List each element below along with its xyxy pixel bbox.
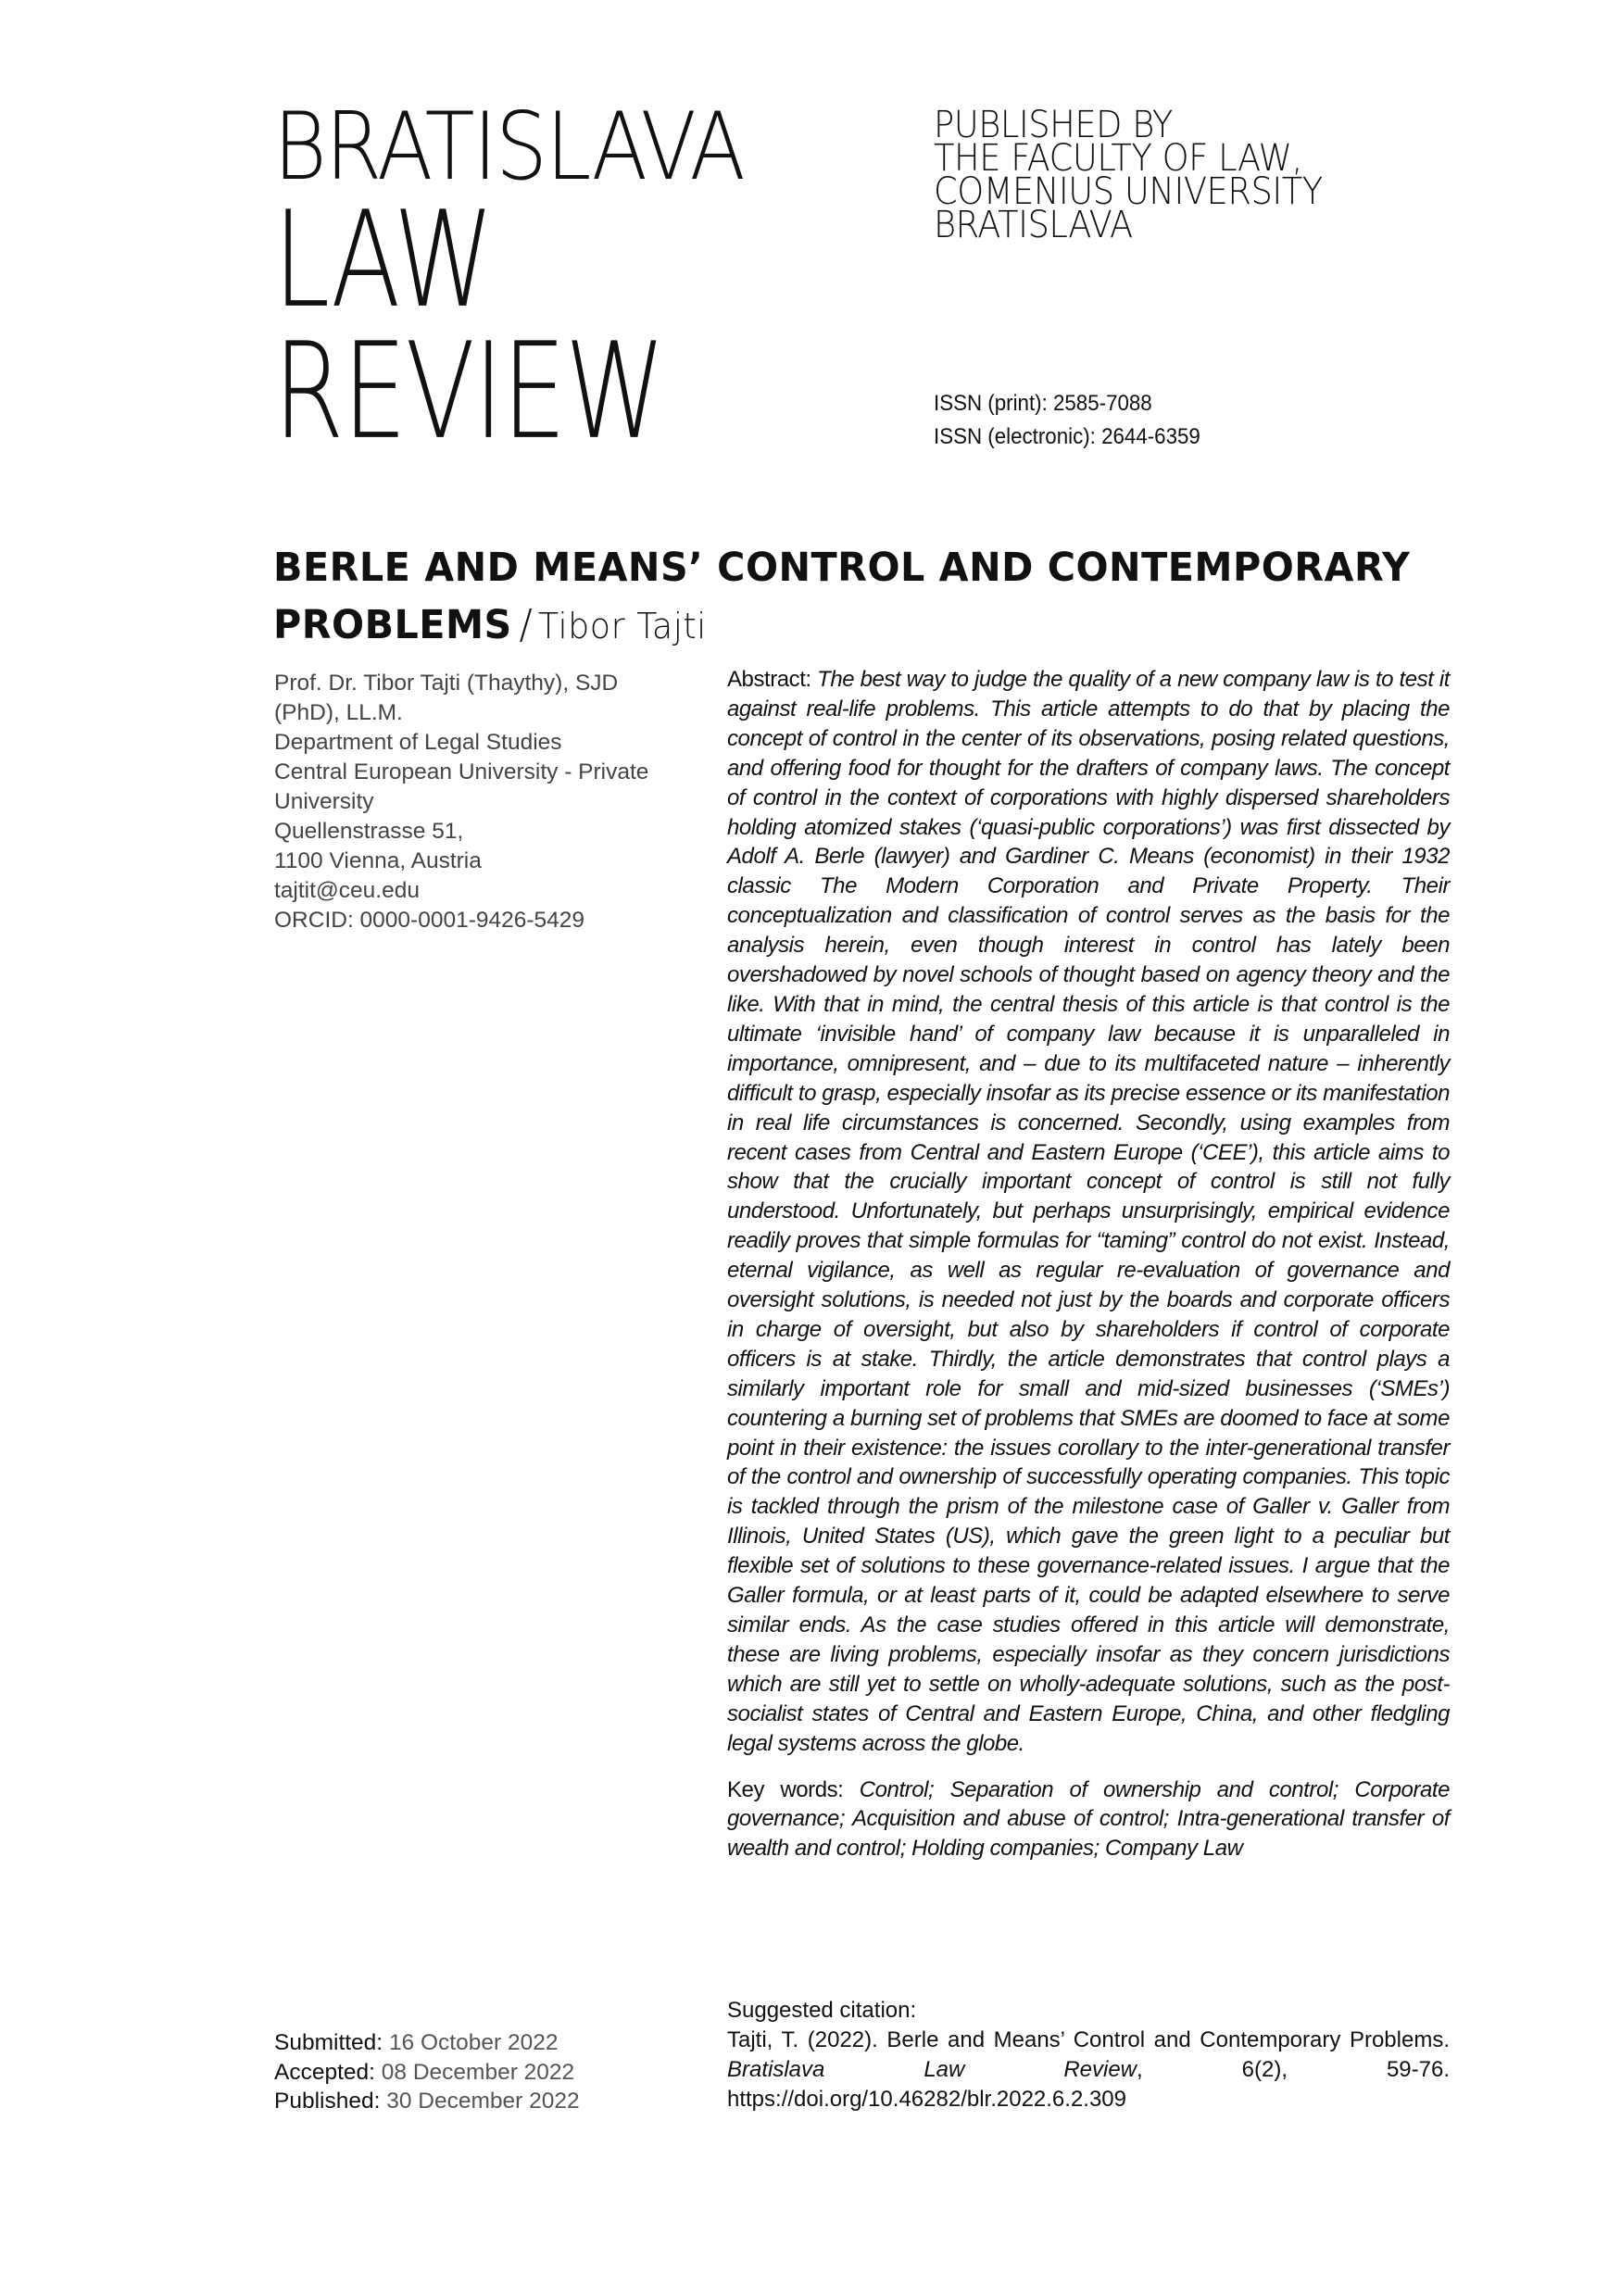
published-value: 30 December 2022 (386, 2089, 580, 2114)
author-street: Quellenstrasse 51, (274, 819, 464, 844)
article-author: Tibor Tajti (537, 606, 707, 646)
abstract (727, 665, 1450, 1759)
masthead-line-review: REVIEW (273, 314, 664, 470)
article-title-line-1: BERLE AND MEANS’ CONTROL AND CONTEMPORARY (273, 545, 1411, 591)
author-name-degrees-cont: (PhD), LL.M. (274, 700, 403, 725)
author-email[interactable]: tajtit@ceu.edu (274, 878, 420, 903)
author-name-degrees: Prof. Dr. Tibor Tajti (Thaythy), SJD (274, 671, 619, 696)
publisher-block (934, 104, 1452, 246)
keywords-label: Key words: (727, 1776, 844, 1802)
issn-electronic: ISSN (electronic): 2644-6359 (934, 424, 1200, 449)
author-city: 1100 Vienna, Austria (274, 848, 482, 873)
title-separator: / (519, 601, 534, 648)
citation-journal: Bratislava Law Review (727, 2056, 1137, 2082)
accepted-label: Accepted: (274, 2059, 375, 2085)
article-title-line-2-wrap (273, 596, 1420, 655)
publisher-line: THE FACULTY OF LAW, (934, 137, 1302, 180)
issn-print: ISSN (print): 2585-7088 (934, 391, 1152, 416)
published-label: Published: (274, 2089, 381, 2114)
author-institution-cont: University (274, 789, 374, 814)
issn-block (934, 387, 1221, 454)
masthead-line-law: LAW (273, 182, 493, 338)
submitted-value: 16 October 2022 (388, 2030, 559, 2055)
accepted-value: 08 December 2022 (381, 2059, 575, 2085)
publisher-line: BRATISLAVA (934, 204, 1133, 246)
date-submitted (274, 2028, 691, 2058)
date-accepted (274, 2058, 691, 2088)
date-published (274, 2087, 691, 2116)
suggested-citation (727, 1996, 1450, 2114)
article-title-block (273, 539, 1468, 655)
citation-heading: Suggested citation: (727, 1998, 917, 2023)
publisher-line: COMENIUS UNIVERSITY (934, 170, 1323, 213)
author-institution: Central European University - Private (274, 759, 649, 784)
publisher-line: PUBLISHED BY (934, 104, 1173, 146)
citation-suffix[interactable]: , 6(2), 59-76. https://doi.org/10.46282/blr.2022.6.2.309 (727, 2056, 1450, 2112)
author-orcid: ORCID: 0000-0001-9426-5429 (274, 908, 585, 933)
keywords-text: Control; Separation of ownership and control; Corporate governance; Acquisition and abuse of control; Intra-generational transfer of wealth and control; Holding companies; Company Law (727, 1776, 1450, 1862)
citation-body (727, 2026, 1450, 2114)
journal-masthead (273, 92, 866, 470)
article-title-line-2: PROBLEMS (273, 602, 512, 648)
masthead-line-bratislava: BRATISLAVA (273, 92, 745, 202)
author-affiliation (274, 669, 700, 935)
abstract-text: The best way to judge the quality of a new company law is to test it against real-life problems. This article attempts to do that by placing the concept of control in the center of its observations, posing related questions, and offering food for thought for the drafters of company laws. The concept of control in the context of corporations with highly dispersed shareholders holding atomized stakes (‘quasi-public corporations’) was first dissected by Adolf A. Berle (lawyer) and Gardiner C. Means (economist) in their 1932 classic The Modern Corporation and Private Property. Their conceptualization and classification of control serves as the basis for the analysis herein, even though interest in control has lately been overshadowed by novel schools of thought based on agency theory and the like. With that in mind, the central thesis of this article is that control is the ultimate ‘invisible hand’ of company law because it is unparalleled in importance, omnipresent, and – due to its multifaceted nature – inherently difficult to grasp, especially insofar as its precise essence or its manifestation in real life circumstances is concerned. Secondly, using examples from recent cases from Central and Eastern Europe (‘CEE’), this article aims to show that the crucially important concept of control is still not fully understood. Unfortunately, but perhaps unsurprisingly, empirical evidence readily proves that simple formulas for “taming” control do not exist. Instead, eternal vigilance, as well as regular re-evaluation of governance and oversight solutions, is needed not just by the boards and corporate officers in charge of oversight, but also by shareholders if control of corporate officers is at stake. Thirdly, the article demonstrates that control plays a similarly important role for small and mid-sized businesses (‘SMEs’) countering a burning set of problems that SMEs are doomed to face at some point in their existence: the issues corollary to the inter-generational transfer of the control and ownership of successfully operating companies. This topic is tackled through the prism of the milestone case of Galler v. Galler from Illinois, United States (US), which gave the green light to a peculiar but flexible set of solutions to these governance-related issues. I argue that the Galler formula, or at least parts of it, could be adapted elsewhere to serve similar ends. As the case studies offered in this article will demonstrate, these are living problems, especially insofar as they concern jurisdictions which are still yet to settle on wholly-adequate solutions, such as the post-socialist states of Central and Eastern Europe, China, and other fledgling legal systems across the globe. (727, 667, 1450, 1756)
author-department: Department of Legal Studies (274, 730, 562, 755)
publication-dates (274, 2028, 691, 2116)
submitted-label: Submitted: (274, 2030, 383, 2055)
keywords (727, 1775, 1450, 1864)
abstract-label: Abstract: (727, 667, 811, 692)
citation-prefix: Tajti, T. (2022). Berle and Means’ Control and Contemporary Problems. (727, 2026, 1450, 2052)
abstract-column (727, 665, 1450, 1863)
